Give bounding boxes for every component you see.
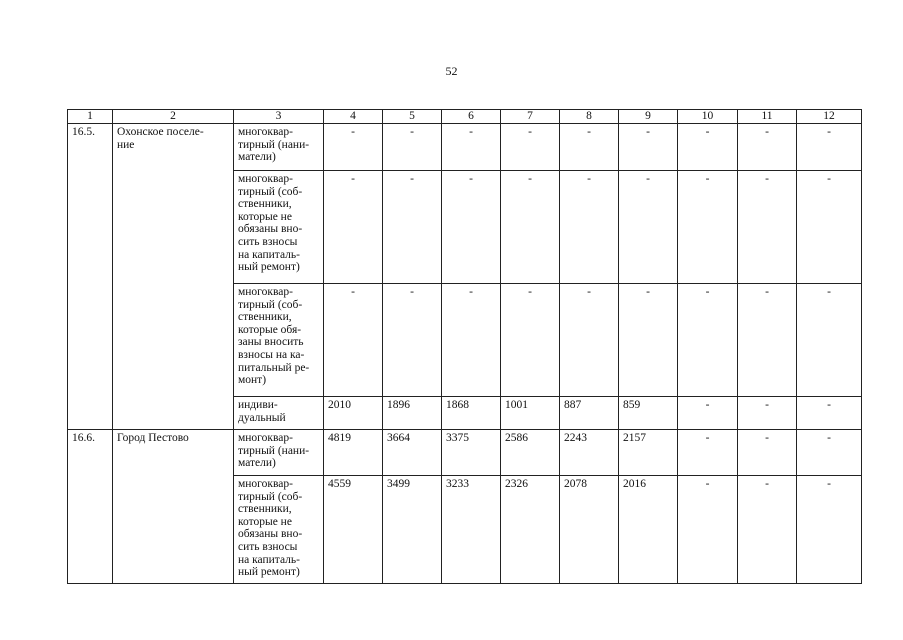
value-cell: - [738, 171, 797, 284]
value-cell: - [383, 124, 442, 171]
value-cell: 887 [560, 397, 619, 430]
value-cell: - [501, 124, 560, 171]
settlement-name: Город Пестово [113, 430, 234, 584]
value-cell: 2243 [560, 430, 619, 476]
value-cell: - [442, 124, 501, 171]
value-cell: - [501, 171, 560, 284]
value-cell: - [324, 284, 383, 397]
header-cell: 2 [113, 110, 234, 124]
value-cell: 2326 [501, 476, 560, 584]
header-cell: 8 [560, 110, 619, 124]
value-cell: - [678, 476, 738, 584]
value-cell: 1868 [442, 397, 501, 430]
row-number: 16.6. [68, 430, 113, 584]
value-cell: - [442, 284, 501, 397]
value-cell: - [738, 476, 797, 584]
value-cell: - [738, 284, 797, 397]
value-cell: 859 [619, 397, 678, 430]
housing-type: многоквар- тирный (нани- матели) [234, 124, 324, 171]
value-cell: - [383, 284, 442, 397]
housing-type: многоквар- тирный (нани- матели) [234, 430, 324, 476]
header-cell: 3 [234, 110, 324, 124]
value-cell: 2010 [324, 397, 383, 430]
page-number: 52 [445, 64, 458, 78]
value-cell: - [324, 124, 383, 171]
header-cell: 10 [678, 110, 738, 124]
value-cell: 2016 [619, 476, 678, 584]
value-cell: - [797, 476, 862, 584]
value-cell: - [560, 284, 619, 397]
header-cell: 12 [797, 110, 862, 124]
value-cell: - [678, 171, 738, 284]
value-cell: 3499 [383, 476, 442, 584]
header-cell: 9 [619, 110, 678, 124]
row-number: 16.5. [68, 124, 113, 430]
value-cell: - [619, 171, 678, 284]
value-cell: 1896 [383, 397, 442, 430]
value-cell: - [797, 397, 862, 430]
value-cell: - [738, 430, 797, 476]
housing-type: многоквар- тирный (соб- ственники, которые не обязаны вно- сить взносы на капиталь- ный ремонт) [234, 171, 324, 284]
value-cell: - [678, 124, 738, 171]
value-cell: - [797, 430, 862, 476]
value-cell: 3664 [383, 430, 442, 476]
settlement-name: Охонское поселе- ние [113, 124, 234, 430]
value-cell: 2586 [501, 430, 560, 476]
header-cell: 5 [383, 110, 442, 124]
value-cell: - [678, 430, 738, 476]
value-cell: 3375 [442, 430, 501, 476]
table-row [68, 124, 862, 171]
table-row [68, 430, 862, 476]
value-cell: 3233 [442, 476, 501, 584]
value-cell: 2078 [560, 476, 619, 584]
header-cell: 7 [501, 110, 560, 124]
value-cell: - [442, 171, 501, 284]
value-cell: 4819 [324, 430, 383, 476]
housing-type: многоквар- тирный (соб- ственники, которые не обязаны вно- сить взносы на капиталь- ный ремонт) [234, 476, 324, 584]
value-cell: - [324, 171, 383, 284]
value-cell: - [619, 284, 678, 397]
value-cell: - [797, 171, 862, 284]
value-cell: 1001 [501, 397, 560, 430]
value-cell: 2157 [619, 430, 678, 476]
value-cell: - [619, 124, 678, 171]
value-cell: - [383, 171, 442, 284]
value-cell: - [797, 284, 862, 397]
table-body [68, 124, 862, 584]
value-cell: - [678, 397, 738, 430]
value-cell: - [560, 171, 619, 284]
value-cell: - [797, 124, 862, 171]
header-cell: 4 [324, 110, 383, 124]
housing-type: многоквар- тирный (соб- ственники, которые обя- заны вносить взносы на ка- питальный ре- монт) [234, 284, 324, 397]
value-cell: - [560, 124, 619, 171]
header-row [68, 110, 862, 124]
value-cell: - [501, 284, 560, 397]
value-cell: - [738, 124, 797, 171]
header-cell: 6 [442, 110, 501, 124]
header-cell: 11 [738, 110, 797, 124]
data-table [67, 109, 862, 584]
value-cell: - [738, 397, 797, 430]
header-cell: 1 [68, 110, 113, 124]
value-cell: 4559 [324, 476, 383, 584]
housing-type: индиви- дуальный [234, 397, 324, 430]
value-cell: - [678, 284, 738, 397]
